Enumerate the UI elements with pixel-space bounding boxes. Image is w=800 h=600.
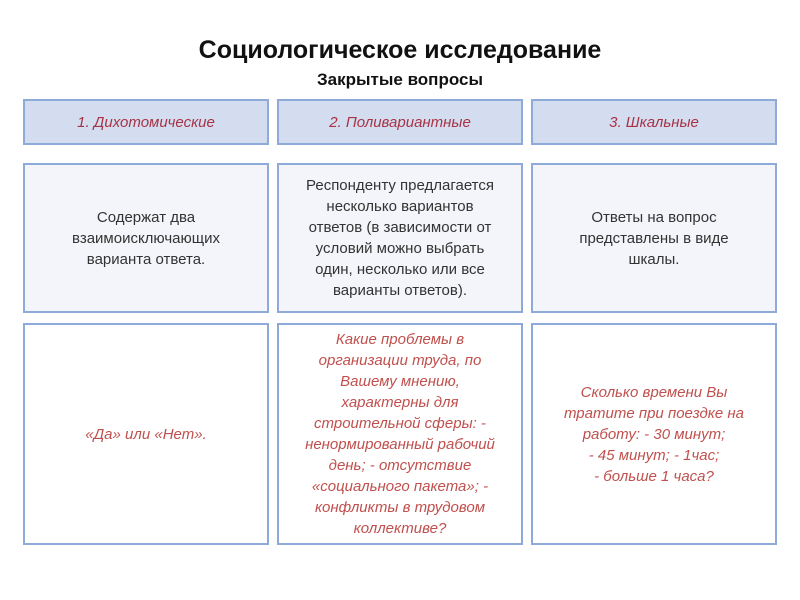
header-scale: 3. Шкальные [531, 99, 777, 145]
description-multivariant: Респонденту предлагается несколько вариантов ответов (в зависимости от условий можно выбрать один, несколько или все варианты ответов). [277, 163, 523, 313]
example-multivariant: Какие проблемы в организации труда, по Вашему мнению, характерны для строительной сферы: - ненормированный рабочий день; - отсутствие «социального пакета»; - конфликты в трудовом коллективе? [277, 323, 523, 545]
page-subtitle: Закрытые вопросы [317, 70, 483, 89]
example-scale: Сколько времени Вы тратите при поездке на работу: - 30 минут; - 45 минут; - 1час; - больше 1 часа? [531, 323, 777, 545]
description-dichotomous: Содержат два взаимоисключающих варианта ответа. [23, 163, 269, 313]
header-dichotomous: 1. Дихотомические [23, 99, 269, 145]
page-title: Социологическое исследование [198, 36, 602, 64]
header-multivariant: 2. Поливариантные [277, 99, 523, 145]
description-scale: Ответы на вопрос представлены в виде шкалы. [531, 163, 777, 313]
example-dichotomous: «Да» или «Нет». [23, 323, 269, 545]
